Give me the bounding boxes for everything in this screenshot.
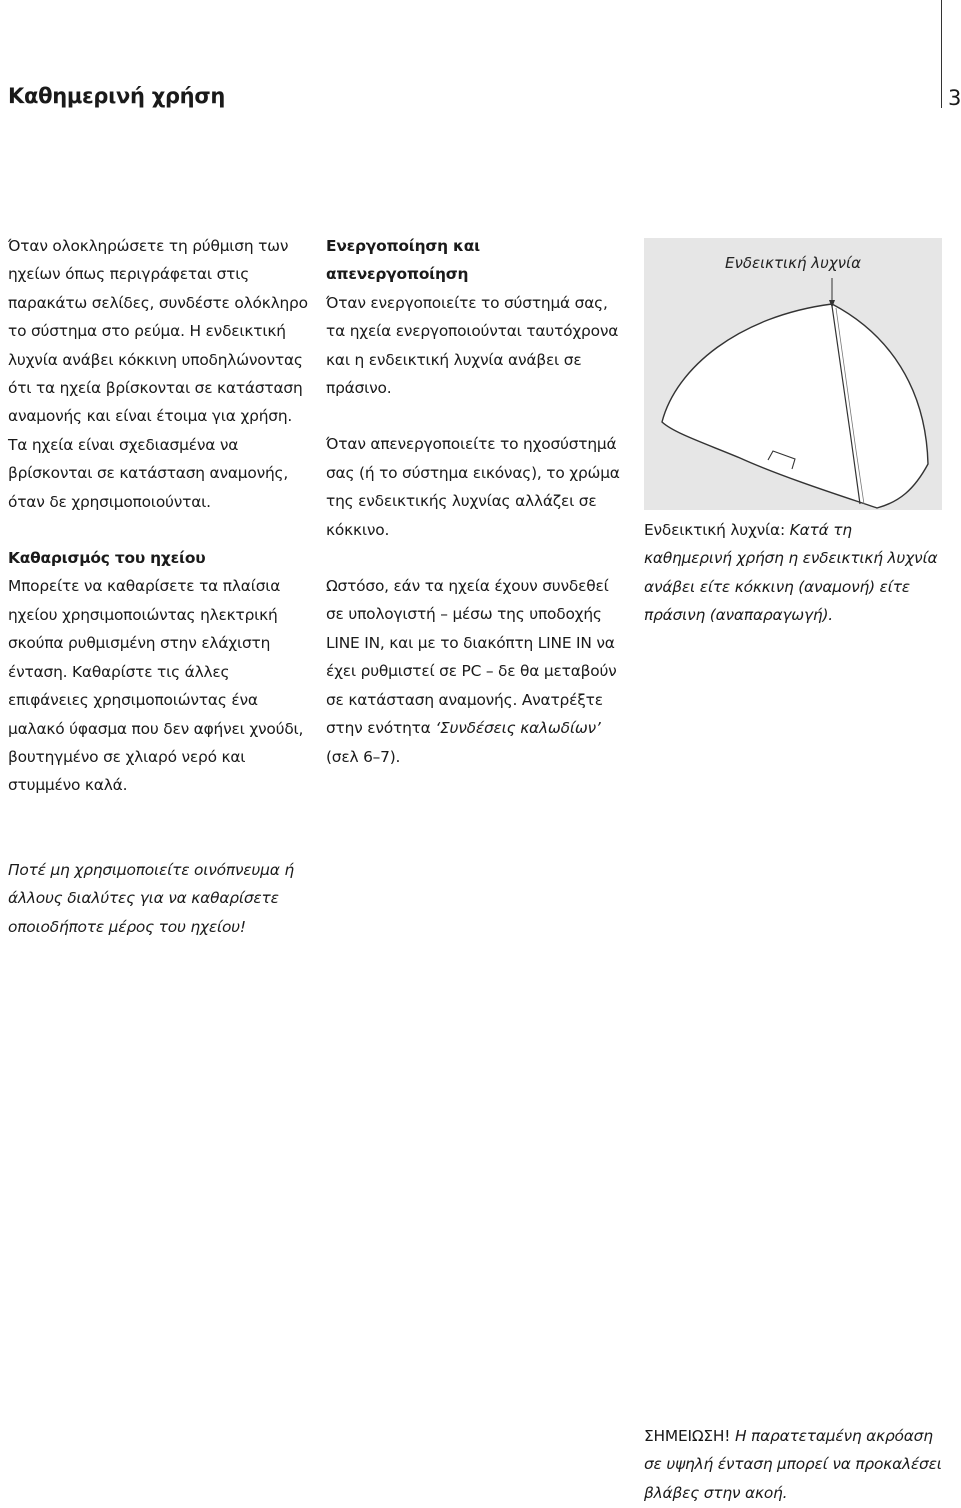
figure-label: Ενδεικτική λυχνία [724, 254, 862, 272]
header-rule [941, 0, 942, 108]
page-title: Καθημερινή χρήση [8, 84, 226, 108]
pc-standby-paragraph [326, 572, 626, 771]
note-label: ΣΗΜΕΙΩΣΗ! [644, 1427, 731, 1445]
warning-text: Ποτέ μη χρησιμοποιείτε οινόπνευμα ή άλλους διαλύτες για να καθαρίσετε οποιοδήποτε μέρος του ηχείου! [8, 861, 294, 936]
page-reference: (σελ 6–7). [326, 747, 401, 766]
intro-paragraph: Όταν ολοκληρώσετε τη ρύθμιση των ηχείων όπως περιγράφεται στις παρακάτω σελίδες, συνδέστε ολόκληρο το σύστημα στο ρεύμα. Η ενδεικτική λυχνία ανάβει κόκκινη υποδηλώνοντας ότι τα ηχεία βρίσκονται σε κατάσταση αναμονής και είναι έτοιμα για χρήση. Τα ηχεία είναι σχεδιασμένα να βρίσκονται σε κατάσταση αναμονής, όταν δε χρησιμοποιούνται. [8, 237, 308, 511]
note-text: Η παρατεταμένη ακρόαση σε υψηλή ένταση μπορεί να προκαλέσει βλάβες στην ακοή. [644, 1427, 942, 1502]
caption-text: Κατά τη καθημερινή χρήση η ενδεικτική λυχνία ανάβει είτε κόκκινη (αναμονή) είτε πράσινη (αναπαραγωγή). [644, 521, 938, 625]
indicator-light-figure [644, 238, 942, 510]
power-heading: Ενεργοποίηση και απενεργοποίηση [326, 237, 480, 284]
speaker-illustration [644, 238, 942, 510]
power-off-paragraph: Όταν απενεργοποιείτε το ηχοσύστημά σας (ή το σύστημα εικόνας), το χρώμα της ενδεικτικής λυχνίας αλλάζει σε κόκκινο. [326, 435, 620, 539]
cleaning-heading: Καθαρισμός του ηχείου [8, 549, 206, 568]
cleaning-paragraph: Μπορείτε να καθαρίσετε τα πλαίσια ηχείου χρησιμοποιώντας ηλεκτρική σκούπα ρυθμισμένη στην ελάχιστη ένταση. Καθαρίστε τις άλλες επιφάνειες χρησιμοποιώντας ένα μαλακό ύφασμα που δεν αφήνει χνούδι, βουτηγμένο σε χλιαρό νερό και στυμμένο καλά. [8, 577, 304, 795]
column-left [8, 232, 308, 800]
caption-label: Ενδεικτική λυχνία: [644, 521, 785, 539]
page-number: 3 [948, 86, 961, 110]
caption-paragraph [644, 516, 944, 630]
figure-caption [644, 516, 944, 630]
column-middle [326, 232, 626, 771]
cable-connections-reference: ‘Συνδέσεις καλωδίων’ [435, 719, 601, 738]
pc-standby-text: Ωστόσο, εάν τα ηχεία έχουν συνδεθεί σε υπολογιστή – μέσω της υποδοχής LINE IN, και με το διακόπτη LINE IN να έχει ρυθμιστεί σε PC – δε θα μεταβούν σε κατάσταση αναμονής. Ανατρέξτε στην ενότητα [326, 577, 617, 738]
note [644, 1422, 944, 1507]
power-on-paragraph: Όταν ενεργοποιείτε το σύστημά σας, τα ηχεία ενεργοποιούνται ταυτόχρονα και η ενδεικτική λυχνία ανάβει σε πράσινο. [326, 293, 619, 398]
